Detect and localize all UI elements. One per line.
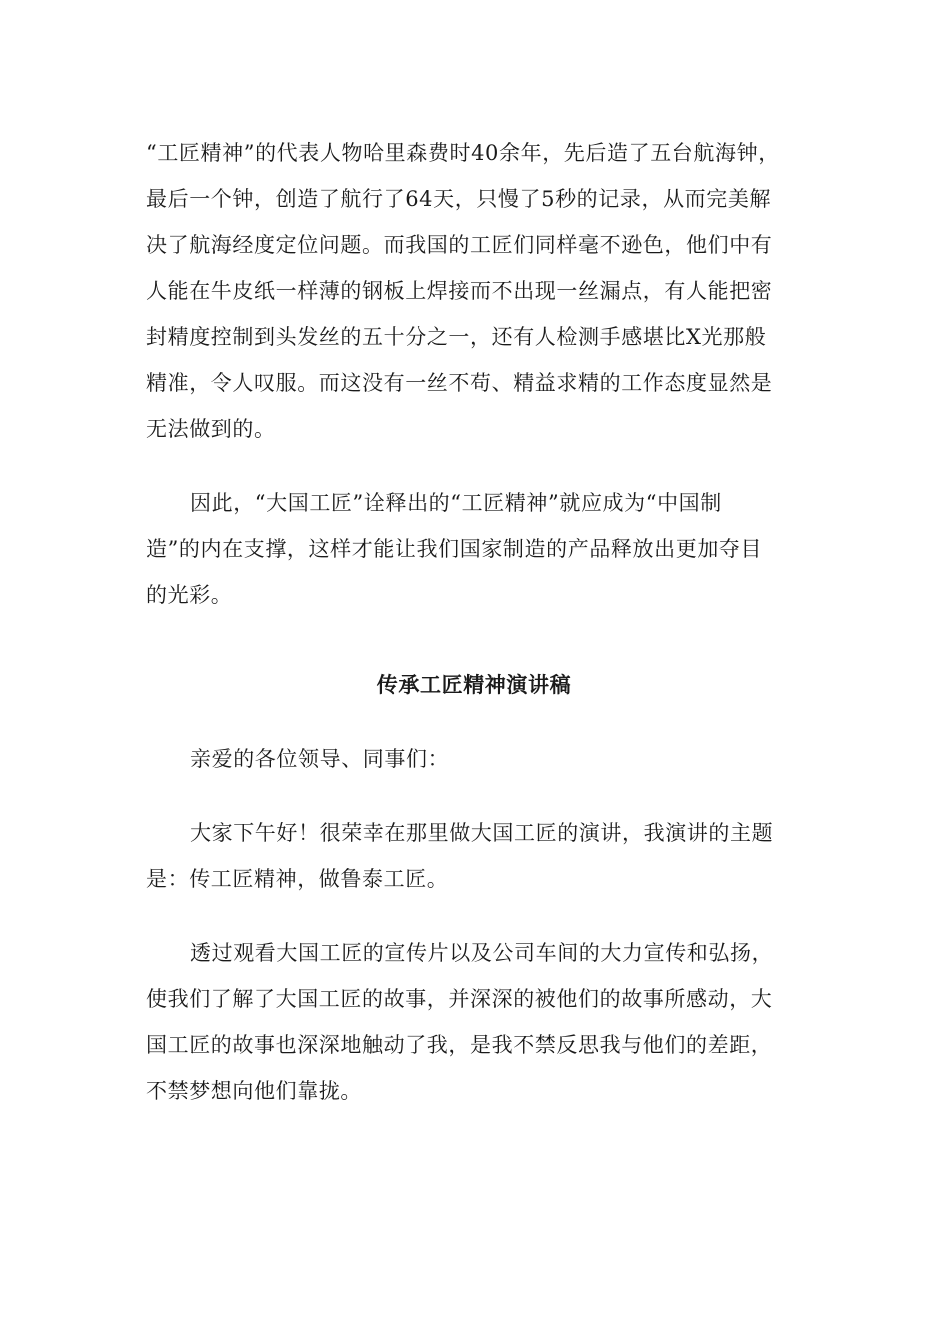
- text-line: 使我们了解了大国工匠的故事，并深深的被他们的故事所感动，大: [146, 987, 773, 1011]
- paragraph-conclusion: [146, 480, 802, 618]
- text-line: 透过观看大国工匠的宣传片以及公司车间的大力宣传和弘扬，: [190, 941, 774, 965]
- paragraph-gap: [146, 452, 802, 480]
- paragraph-gap: [146, 708, 802, 736]
- text-line: 国工匠的故事也深深地触动了我，是我不禁反思我与他们的差距，: [146, 1033, 773, 1057]
- text-line: 最后一个钟，创造了航行了64天，只慢了5秒的记录，从而完美解: [146, 187, 772, 211]
- text-line: 无法做到的。: [146, 417, 276, 441]
- text-line: 封精度控制到头发丝的五十分之一，还有人检测手感堪比X光那般: [146, 325, 767, 349]
- paragraph-gap: [146, 782, 802, 810]
- text-line: 精准，令人叹服。而这没有一丝不苟、精益求精的工作态度显然是: [146, 371, 773, 395]
- text-line: 决了航海经度定位问题。而我国的工匠们同样毫不逊色，他们中有: [146, 233, 773, 257]
- text-line: 是：传工匠精神，做鲁泰工匠。: [146, 867, 449, 891]
- paragraph-greeting: [146, 736, 802, 782]
- paragraph-gap: [146, 902, 802, 930]
- paragraph-reflection: [146, 930, 802, 1114]
- document-body: [146, 130, 802, 1114]
- section-gap: [146, 618, 802, 662]
- text-line: 大家下午好！很荣幸在那里做大国工匠的演讲，我演讲的主题: [190, 821, 774, 845]
- text-line: 的光彩。: [146, 583, 233, 607]
- text-line: 因此，“大国工匠”诠释出的“工匠精神”就应成为“中国制: [190, 491, 722, 515]
- text-line: 亲爱的各位领导、同事们：: [190, 747, 450, 771]
- text-line: 造”的内在支撑，这样才能让我们国家制造的产品释放出更加夺目: [146, 537, 763, 561]
- speech-title: 传承工匠精神演讲稿: [376, 672, 572, 697]
- text-line: 人能在牛皮纸一样薄的钢板上焊接而不出现一丝漏点，有人能把密: [146, 279, 773, 303]
- paragraph-harrison: [146, 130, 802, 452]
- paragraph-opening: [146, 810, 802, 902]
- text-line: “工匠精神”的代表人物哈里森费时40余年，先后造了五台航海钟，: [146, 141, 780, 165]
- text-line: 不禁梦想向他们靠拢。: [146, 1079, 362, 1103]
